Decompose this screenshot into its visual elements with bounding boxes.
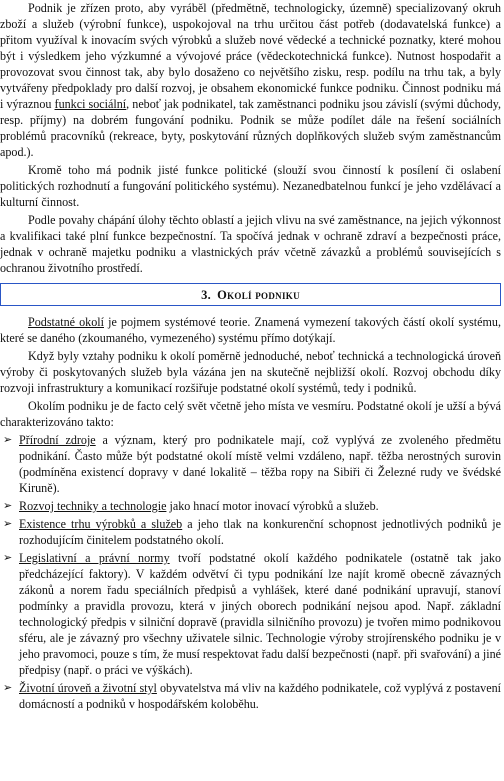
underlined-term: funkci sociální <box>54 97 127 111</box>
list-item-lead: Legislativní a právní normy <box>19 551 170 565</box>
list-item-text: a význam, který pro podnikatele mají, což vyplývá ze zvoleného předmětu podnikání. Často může být podstatné okolí místě velmi vzdáleno, např. těžba nerostných surovin (podmíněna existencí dopravy v dané lokalitě – těžba ropy na Sibiři či Železné rudy ve švédské Kiruně). <box>19 433 501 495</box>
list-item <box>0 680 501 712</box>
arrow-bullet-icon: ➢ <box>3 433 13 446</box>
okoli-factor-list <box>0 432 501 712</box>
paragraph-lead-term: Podstatné okolí <box>28 315 104 329</box>
list-item <box>0 498 501 514</box>
list-item <box>0 516 501 548</box>
paragraph-vztahy-okoli: Když byly vztahy podniku k okolí poměrně jednoduché, neboť technická a technologická úroveň výroby či poskytovaných služeb byla vázána jen na skutečně nejbližší okolí. Rozvoj obchodu díky rozvoji infrastruktury a komunikací rozšiřuje podstatné okolí systémů, tedy i podniků. <box>0 349 501 395</box>
section-title: Okolí podniku <box>217 287 300 302</box>
list-item <box>0 432 501 496</box>
section-number: 3. <box>201 287 212 302</box>
list-item-lead: Životní úroveň a životní styl <box>19 681 157 695</box>
list-item-text: a jeho tlak na konkurenční schopnost jednotlivých podniků je rozhodujícím činitelem podstatného okolí. <box>19 517 501 547</box>
list-item-lead: Přírodní zdroje <box>19 433 96 447</box>
section-heading <box>0 283 501 306</box>
paragraph-okoli-svet: Okolím podniku je de facto celý svět včetně jeho místa ve vesmíru. Podstatné okolí je užší a bývá charakterizováno takto: <box>0 399 501 429</box>
paragraph-part-before: Podnik je zřízen proto, aby vyráběl (předmětně, technologicky, územně) specializovaný okruh zboží a služeb (výrobní funkce), uspokojoval na trhu určitou část potřeb (dodavatelská funkce) a přitom využíval k inovacím svých výrobků a služeb nové vědecké a technické poznatky, které mohou být i výsledkem jeho výzkumné a vývojové práce (vědeckotechnická funkce). Nutnost hospodařit a provozovat svou činnost tak, aby bylo dosaženo co největšího zisku, resp. podílu na trhu tak, a byly vytvářeny předpoklady pro další rozvoj, je obsahem ekonomické funkce podniku. Činnost podniku má i výraznou <box>0 1 501 111</box>
list-item-text: obyvatelstva má vliv na každého podnikatele, což vyplývá z postavení domácností a podniků v hospodářském koloběhu. <box>19 681 501 711</box>
arrow-bullet-icon: ➢ <box>3 517 13 530</box>
paragraph-podnik-funkce <box>0 0 501 160</box>
arrow-bullet-icon: ➢ <box>3 551 13 564</box>
arrow-bullet-icon: ➢ <box>3 499 13 512</box>
list-item-text: tvoří podstatné okolí každého podnikatele (ostatně tak jako předcházející faktory). V každém odvětví či typu podnikání lze najít kromě obecně závazných zákonů a norem řadu speciálních předpisů a vyhlášek, které dané podnikání upravují, stanoví podmínky a pravidla provozu, která v jiných oborech podnikání nejsou apod. Např. základní technologický předpis v silniční dopravě (pravidla silničního provozu) je tvořen mimo podnikovou sféru, ale je závazný pro všechny uživatele silnic. Technologie výroby strojírenského podniku je v jeho pravomoci, pouze s tím, že musí respektovat řadu další bezpečnosti (např. při svařování) a jiné předpisy (např. o práci ve výškách). <box>19 551 502 677</box>
list-item-lead: Existence trhu výrobků a služeb <box>19 517 183 531</box>
paragraph-part-after: , neboť jak podnikatel, tak zaměstnanci podniku jsou závislí (svými důchody, resp. příjmy) na dobrém fungování podniku. Podnik se může podílet dále na řešení sociálních problémů pracovníků (rekreace, byty, poskytování různých doplňkových služeb svým zaměstnancům apod.). <box>0 97 501 159</box>
paragraph-bezpecnostni-funkce: Podle povahy chápání úlohy těchto oblastí a jejich vlivu na své zaměstnance, na jejich výkonnost a kvalifikaci také plní funkce bezpečnostní. Ta spočívá jednak v ochraně zdraví a bezpečnosti práce, jednak v ochraně majetku podniku a vlastnických práv včetně závazků a problémů souvisejících s ochranou životního prostředí. <box>0 213 501 275</box>
list-item-text: jako hnací motor inovací výrobků a služeb. <box>166 499 379 513</box>
paragraph-text: je pojmem systémové teorie. Znamená vymezení takových částí okolí systému, které se daného (zkoumaného, vymezeného) systému přímo dotýkají. <box>0 315 501 345</box>
list-item-lead: Rozvoj techniky a technologie <box>19 499 167 513</box>
arrow-bullet-icon: ➢ <box>3 681 13 694</box>
list-item <box>0 550 501 678</box>
paragraph-podstatne-okoli <box>0 314 501 346</box>
paragraph-politicke-funkce: Kromě toho má podnik jisté funkce politické (slouží svou činností k posílení či oslabení politických rozhodnutí a fungování politického systému). Nezanedbatelnou funkcí je jeho vzdělávací a kulturní činnost. <box>0 163 501 209</box>
